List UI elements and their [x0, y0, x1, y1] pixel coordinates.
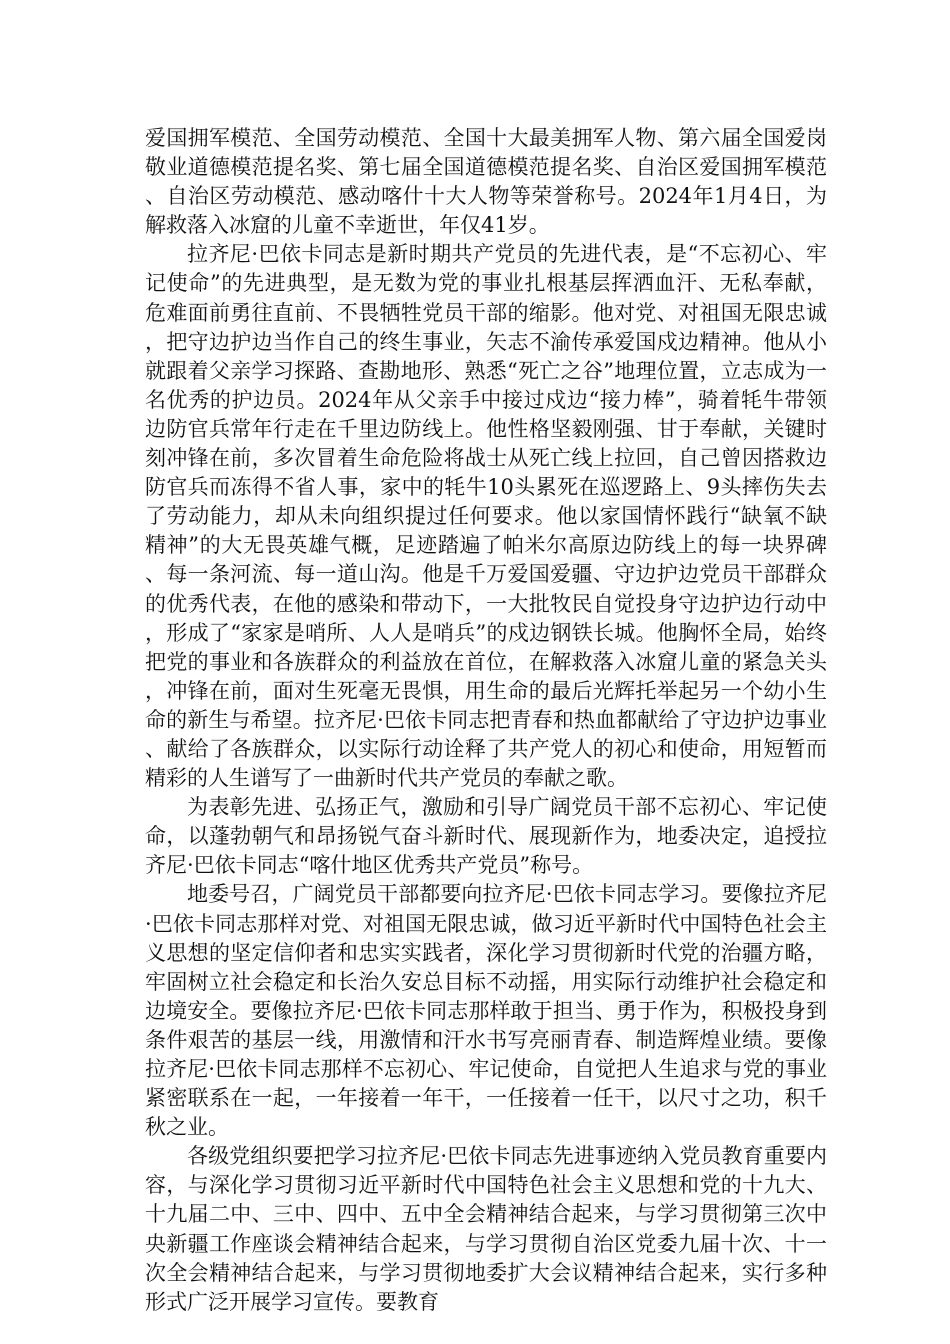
paragraph-call-to-learn: 地委号召，广阔党员干部都要向拉齐尼·巴依卡同志学习。要像拉齐尼·巴依卡同志那样对党、对祖国无限忠诚，做习近平新时代中国特色社会主义思想的坚定信仰者和忠实实践者，深化学习贯彻新时代党的治疆方略，牢固树立社会稳定和长治久安总目标不动摇，用实际行动维护社会稳定和边境安全。要像拉齐尼·巴依卡同志那样敢于担当、勇于作为，积极投身到条件艰苦的基层一线，用激情和汗水书写亮丽青春、制造辉煌业绩。要像拉齐尼·巴依卡同志那样不忘初心、牢记使命，自觉把人生追求与党的事业紧密联系在一起，一年接着一年干，一任接着一任干，以尺寸之功，积千秋之业。 [145, 882, 827, 1140]
paragraph-organization-requirements: 各级党组织要把学习拉齐尼·巴依卡同志先进事迹纳入党员教育重要内容，与深化学习贯彻习近平新时代中国特色社会主义思想和党的十九大、十九届二中、三中、四中、五中全会精神结合起来，与学习贯彻第三次中央新疆工作座谈会精神结合起来，与学习贯彻自治区党委九届十次、十一次全会精神结合起来，与学习贯彻地委扩大会议精神结合起来，实行多种形式广泛开展学习宣传。要教育 [145, 1144, 827, 1314]
paragraph-honors-and-death: 爱国拥军模范、全国劳动模范、全国十大最美拥军人物、第六届全国爱岗敬业道德模范提名奖、第七届全国道德模范提名奖、自治区爱国拥军模范、自治区劳动模范、感动喀什十大人物等荣誉称号。2024年1月4日，为解救落入冰窟的儿童不幸逝世，年仅41岁。 [145, 126, 827, 238]
paragraph-deeds: 拉齐尼·巴依卡同志是新时期共产党员的先进代表，是“不忘初心、牢记使命”的先进典型，是无数为党的事业扎根基层挥洒血汗、无私奉献，危难面前勇往直前、不畏牺牲党员干部的缩影。他对党、对祖国无限忠诚，把守边护边当作自己的终生事业，矢志不渝传承爱国戍边精神。他从小就跟着父亲学习探路、查勘地形、熟悉“死亡之谷”地理位置，立志成为一名优秀的护边员。2024年从父亲手中接过戍边“接力棒”，骑着牦牛带领边防官兵常年行走在千里边防线上。他性格坚毅刚强、甘于奉献，关键时刻冲锋在前，多次冒着生命危险将战士从死亡线上拉回，自己曾因搭救边防官兵而冻得不省人事，家中的牦牛10头累死在巡逻路上、9头摔伤失去了劳动能力，却从未向组织提过任何要求。他以家国情怀践行“缺氧不缺精神”的大无畏英雄气概，足迹踏遍了帕米尔高原边防线上的每一块界碑、每一条河流、每一道山沟。他是千万爱国爱疆、守边护边党员干部群众的优秀代表，在他的感染和带动下，一大批牧民自觉投身守边护边行动中，形成了“家家是哨所、人人是哨兵”的戍边钢铁长城。他胸怀全局，始终把党的事业和各族群众的利益放在首位，在解救落入冰窟儿童的紧急关头，冲锋在前，面对生死毫无畏惧，用生命的最后光辉托举起另一个幼小生命的新生与希望。拉齐尼·巴依卡同志把青春和热血都献给了守边护边事业、献给了各族群众，以实际行动诠释了共产党人的初心和使命，用短暂而精彩的人生谱写了一曲新时代共产党员的奉献之歌。 [145, 242, 827, 791]
document-page [145, 124, 827, 1317]
paragraph-commendation: 为表彰先进、弘扬正气，激励和引导广阔党员干部不忘初心、牢记使命，以蓬勃朝气和昂扬锐气奋斗新时代、展现新作为，地委决定，追授拉齐尼·巴依卡同志“喀什地区优秀共产党员”称号。 [145, 795, 827, 878]
